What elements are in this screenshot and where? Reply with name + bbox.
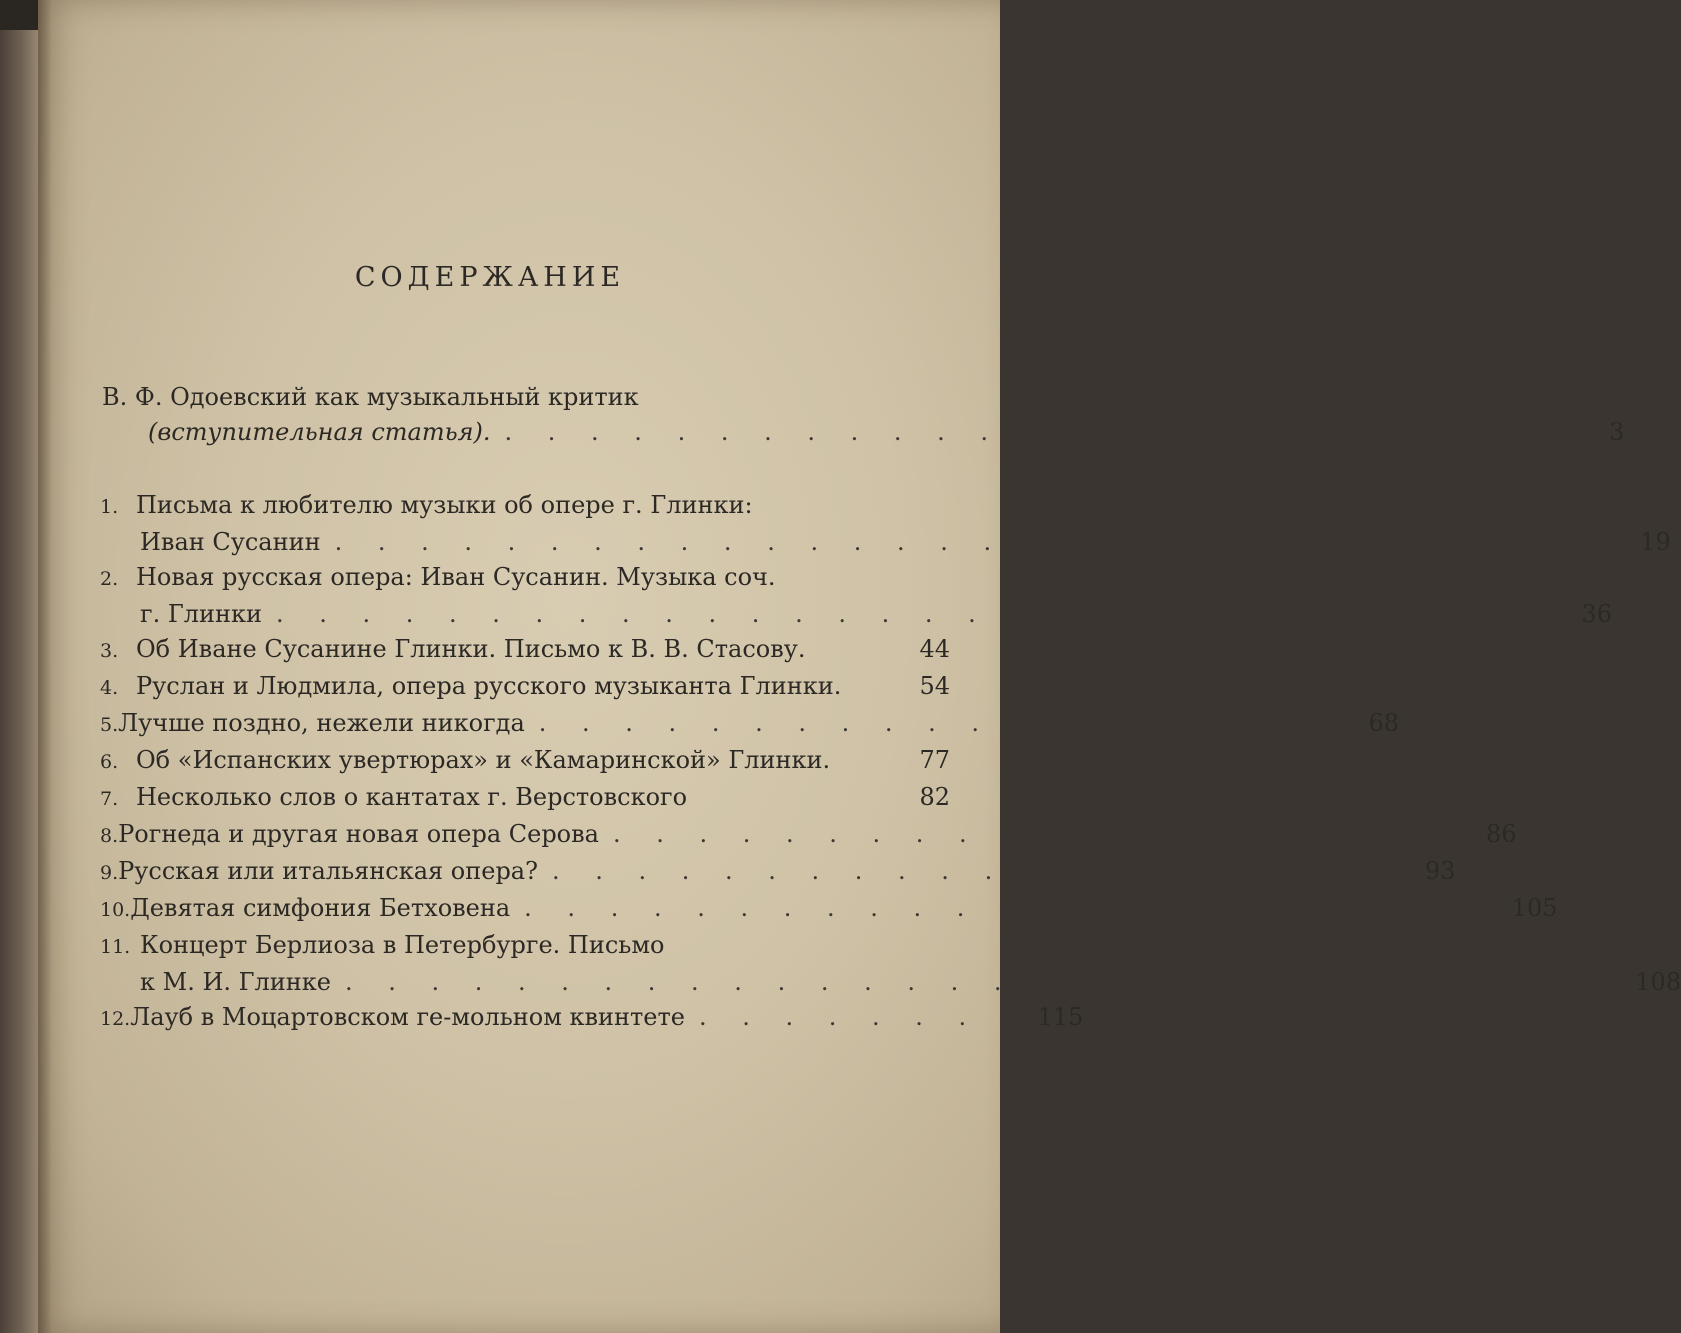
toc-page-number: 86 [1485, 820, 1517, 848]
toc-entry-number: 4. [100, 677, 119, 699]
toc-entry-text: Несколько слов о кантатах г. Верстовского [136, 783, 688, 811]
leader-dots: . . . . . . . . [698, 1003, 1024, 1031]
leader-dots: . . . . . . . . . . . . . . . . . . . . [551, 857, 1396, 885]
leader-dots: . . . . . . . . . . . . . . . . . . . . . . . [524, 894, 1498, 922]
toc-entry-number: 9. [100, 862, 119, 884]
toc-entry [100, 817, 1517, 854]
leader-dots: . . . . . . . . . . . . . . . . . . . . [612, 820, 1457, 848]
page-gutter-shadow [38, 0, 52, 1333]
toc-entry-number: 7. [100, 788, 119, 810]
table-of-contents [100, 380, 1681, 1037]
toc-entry-text-continued: к М. И. Глинке [140, 968, 331, 996]
toc-page-number: 105 [1511, 894, 1558, 922]
toc-entry-text: Рогнеда и другая новая опера Серова [118, 820, 599, 848]
toc-page-number: 44 [919, 635, 950, 663]
toc-entry-number: 12. [100, 1008, 131, 1030]
toc-entry-number: 10. [100, 899, 131, 921]
toc-entry-number: 8. [100, 825, 119, 847]
toc-entry-number: 5. [100, 714, 119, 736]
toc-entry [100, 780, 950, 817]
toc-entry [100, 706, 1400, 743]
toc-page-number: 108 [1635, 968, 1681, 996]
leader-dots: . . . . . . . . . . . . . . . . . . . . . . . . . . . . . . [275, 600, 1553, 628]
toc-entry-number: 1. [100, 496, 119, 518]
toc-entry-text-continued: Иван Сусанин [140, 528, 321, 556]
toc-entry [100, 854, 1456, 891]
toc-entry [100, 669, 950, 706]
toc-entry [100, 928, 1681, 1000]
toc-page-number: 19 [1640, 528, 1671, 556]
leader-dots: . . . . . . . . . . . . . . . . . . . [538, 709, 1340, 737]
toc-entry-text-continued: г. Глинки [140, 600, 262, 628]
toc-page-number: 77 [919, 746, 950, 774]
toc-page-number: 54 [919, 672, 950, 700]
toc-page-number: 115 [1037, 1003, 1084, 1031]
toc-entry-text: Концерт Берлиоза в Петербурге. Письмо [140, 931, 665, 959]
toc-entry-number: 6. [100, 751, 119, 773]
toc-entry-text: Об Иване Сусанине Глинки. Письмо к В. В. Стасову. [136, 635, 806, 663]
toc-entry [100, 488, 1671, 560]
toc-entry-text: Новая русская опера: Иван Сусанин. Музыка соч. [136, 563, 776, 591]
leader-dots: . . . . . . . . . . . . . . . . . . . . . . . . . . . . . . [344, 968, 1622, 996]
page-title: СОДЕРЖАНИЕ [354, 262, 626, 293]
toc-entry-number: 11. [100, 936, 131, 958]
toc-entry-text: Об «Испанских увертюрах» и «Камаринской» Глинки. [136, 746, 831, 774]
toc-entry-number: 3. [100, 640, 119, 662]
toc-entry-text: Русская или итальянская опера? [118, 857, 538, 885]
toc-entry-text-continued: (вступительная статья). [148, 418, 491, 446]
toc-entry-text: Письма к любителю музыки об опере г. Глинки: [136, 491, 753, 519]
toc-entry-text: Лауб в Моцартовском ге-мольном квинтете [130, 1003, 685, 1031]
toc-page-number: 36 [1581, 600, 1613, 628]
toc-entry-text: Девятая симфония Бетховена [130, 894, 511, 922]
toc-entry [100, 891, 1558, 928]
toc-entry-number: 2. [100, 568, 119, 590]
toc-entry-text: В. Ф. Одоевский как музыкальный критик [102, 383, 639, 411]
toc-entry-text: Лучше поздно, нежели никогда [118, 709, 525, 737]
toc-page-number: 82 [919, 783, 950, 811]
toc-entry [100, 743, 950, 780]
toc-entry-intro [100, 380, 1625, 450]
toc-page-number: 93 [1424, 857, 1456, 885]
toc-page-number: 68 [1368, 709, 1400, 737]
toc-entry [100, 632, 950, 669]
leader-dots: . . . . . . . . . . . . . . . . . . . . . . . . . [504, 418, 1565, 446]
toc-entry-text: Руслан и Людмила, опера русского музыканта Глинки. [136, 672, 842, 700]
toc-entry [100, 1000, 1084, 1037]
toc-page-number: 3 [1609, 418, 1625, 446]
toc-entry [100, 560, 1613, 632]
leader-dots: . . . . . . . . . . . . . . . . . . . . . . . . . . . . . . [334, 528, 1611, 556]
